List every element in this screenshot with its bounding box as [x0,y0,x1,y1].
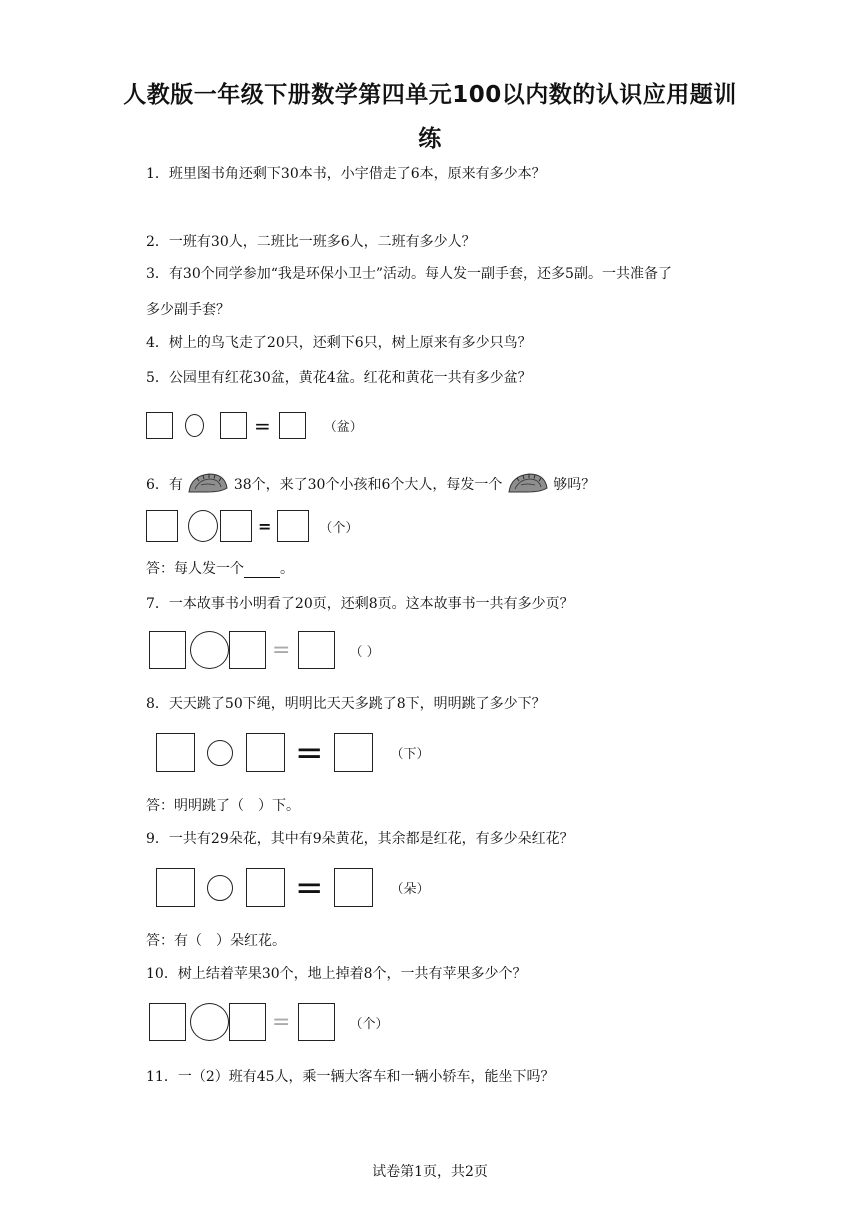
answer-9: 答：有（ ）朵红花。 [146,933,286,949]
answer-box[interactable] [277,510,309,542]
question-5: 5．公园里有红花30盆，黄花4盆。红花和黄花一共有多少盆？ [146,370,532,386]
question-1: 1．班里图书角还剩下30本书，小宇借走了6本，原来有多少本？ [146,166,546,182]
equals-sign: = [272,1009,291,1035]
question-10: 10．树上结着苹果30个，地上掉着8个，一共有苹果多少个？ [146,966,527,982]
equals-sign: = [272,637,291,663]
question-8: 8．天天跳了50下绳，明明比天天多跳了8下，明明跳了多少下？ [146,696,546,712]
operator-circle[interactable] [207,875,233,901]
answer-box[interactable] [246,733,285,772]
operator-circle[interactable] [185,414,204,437]
answer-box[interactable] [220,412,247,439]
question-6-part1: 6．有 [146,477,183,493]
answer-blank[interactable] [244,563,280,578]
question-4: 4．树上的鸟飞走了20只，还剩下6只，树上原来有多少只鸟？ [146,335,532,351]
question-11: 11．一（2）班有45人，乘一辆大客车和一辆小轿车，能坐下吗？ [146,1069,555,1085]
question-3-line1: 3．有30个同学参加“我是环保小卫士”活动。每人发一副手套，还多5副。一共准备了 [146,266,672,282]
equation-8 [156,733,430,772]
dumpling-icon [507,472,549,498]
unit-label: （下） [390,747,430,762]
operator-circle[interactable] [190,1003,229,1041]
answer-box[interactable] [149,1003,186,1041]
answer-box[interactable] [298,631,335,669]
answer-box[interactable] [229,1003,266,1041]
question-6-part2: 38个，来了30个小孩和6个大人，每发一个 [233,477,503,493]
answer-6 [146,558,294,578]
equation-9 [156,868,430,907]
question-9: 9．一共有29朵花，其中有9朵黄花，其余都是红花，有多少朵红花？ [146,831,574,847]
equation-5 [146,412,363,439]
answer-box[interactable] [146,412,173,439]
answer-box[interactable] [229,631,266,669]
equals-sign: = [295,732,324,773]
equation-7 [149,631,380,669]
question-2: 2．一班有30人，二班比一班多6人，二班有多少人？ [146,234,476,250]
equals-sign: = [254,413,271,438]
answer-8: 答：明明跳了（ ）下。 [146,798,300,814]
operator-circle[interactable] [188,510,218,542]
question-6 [146,472,595,498]
operator-circle[interactable] [190,631,229,669]
equals-sign: = [258,516,272,536]
answer-box[interactable] [246,868,285,907]
answer-box[interactable] [298,1003,335,1041]
unit-label: （ ） [349,644,380,660]
page-title-line2: 练 [418,126,442,152]
page-title-line1: 人教版一年级下册数学第四单元100以内数的认识应用题训 [123,82,737,108]
answer-box[interactable] [156,733,195,772]
answer-box[interactable] [149,631,186,669]
unit-label: （个） [319,520,359,536]
question-7: 7．一本故事书小明看了20页，还剩8页。这本故事书一共有多少页？ [146,596,574,612]
unit-label: （个） [349,1016,389,1032]
question-6-part3: 够吗？ [553,477,596,493]
answer-6-prefix: 答：每人发一个 [146,561,244,577]
unit-label: （朵） [390,882,430,897]
dumpling-icon [187,472,229,498]
equation-6 [146,510,358,542]
operator-circle[interactable] [207,740,233,766]
answer-box[interactable] [334,733,373,772]
page-footer: 试卷第1页，共2页 [372,1164,488,1180]
answer-6-suffix: 。 [280,561,294,577]
question-3-line2: 多少副手套？ [146,302,230,318]
answer-box[interactable] [334,868,373,907]
answer-box[interactable] [279,412,306,439]
unit-label: （盆） [323,420,363,435]
answer-box[interactable] [156,868,195,907]
equation-10 [149,1003,388,1041]
answer-box[interactable] [220,510,252,542]
answer-box[interactable] [146,510,178,542]
equals-sign: = [295,867,324,908]
